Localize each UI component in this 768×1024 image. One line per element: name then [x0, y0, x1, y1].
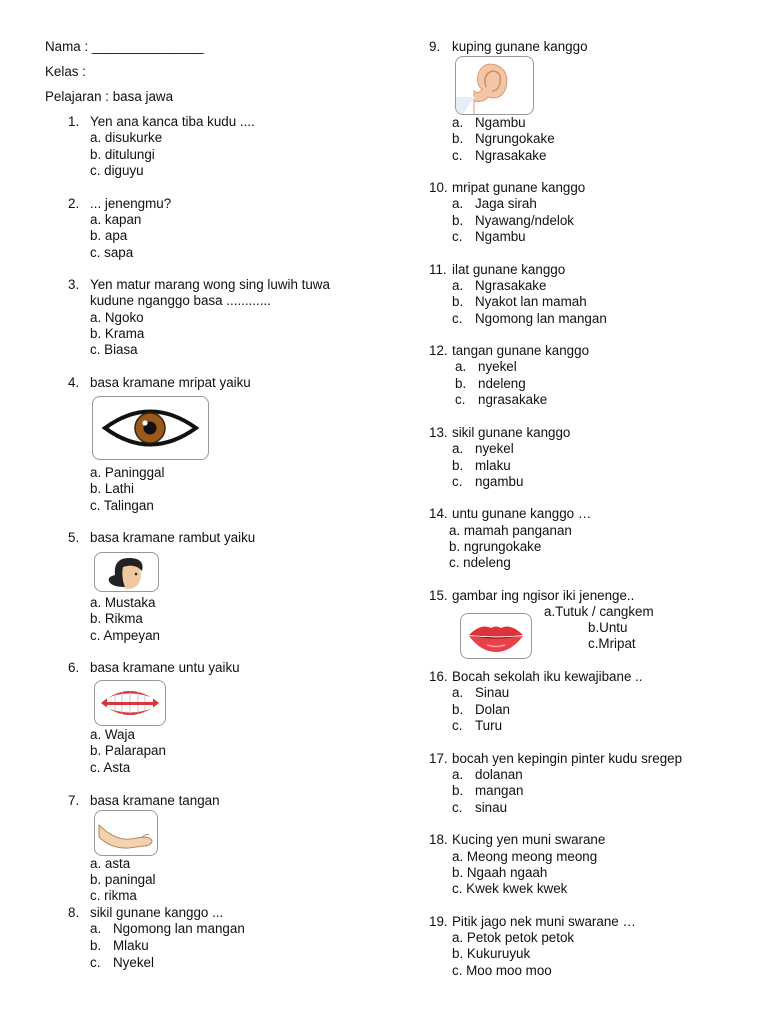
option: a. asta — [90, 856, 131, 871]
option: c. Moo moo moo — [452, 963, 552, 978]
question-number: 16. — [429, 669, 448, 684]
question-text: tangan gunane kanggo — [452, 343, 590, 358]
option: Ngrasakake — [475, 148, 547, 163]
question-number: 1. — [68, 114, 80, 129]
option-letter: a. — [452, 767, 464, 782]
option-letter: a. — [455, 359, 467, 374]
option-letter: b. — [455, 376, 467, 391]
option-letter: a. — [452, 196, 464, 211]
option: c. Talingan — [90, 498, 154, 513]
option: mlaku — [475, 458, 511, 473]
question-number: 19. — [429, 914, 448, 929]
option: b. Lathi — [90, 481, 134, 496]
question-text: sikil gunane kanggo — [452, 425, 571, 440]
option: c. Ampeyan — [90, 628, 160, 643]
question-text: gambar ing ngisor iki jenenge.. — [452, 588, 635, 603]
option-letter: b. — [90, 938, 102, 953]
option: Sinau — [475, 685, 510, 700]
option: c. Asta — [90, 760, 131, 775]
question-number: 7. — [68, 793, 80, 808]
option: b. apa — [90, 228, 128, 243]
option: c. Kwek kwek kwek — [452, 881, 568, 896]
option: Mlaku — [113, 938, 149, 953]
option: b. Rikma — [90, 611, 143, 626]
option: a. Petok petok petok — [452, 930, 575, 945]
question-number: 13. — [429, 425, 448, 440]
question-text: untu gunane kanggo … — [452, 506, 592, 521]
option-letter: c. — [452, 311, 463, 326]
option-letter: c. — [452, 148, 463, 163]
option: a. kapan — [90, 212, 142, 227]
option-letter: a. — [452, 441, 464, 456]
option: mangan — [475, 783, 524, 798]
question-number: 14. — [429, 506, 448, 521]
question-text: kuping gunane kanggo — [452, 39, 588, 54]
option: ngambu — [475, 474, 524, 489]
option: Ngrungokake — [475, 131, 555, 146]
option-letter: b. — [452, 213, 464, 228]
option: a. mamah panganan — [449, 523, 572, 538]
option-letter: c. — [452, 718, 463, 733]
question-number: 8. — [68, 905, 80, 920]
question-number: 18. — [429, 832, 448, 847]
option: c.Mripat — [588, 636, 636, 651]
option: a. Paninggal — [90, 465, 165, 480]
question-text: Yen ana kanca tiba kudu .... — [90, 114, 255, 129]
question-number: 12. — [429, 343, 448, 358]
ear-icon — [455, 56, 534, 115]
option: a. disukurke — [90, 130, 163, 145]
question-text: Bocah sekolah iku kewajibane .. — [452, 669, 643, 684]
lips-icon — [460, 613, 532, 659]
question-number: 11. — [429, 262, 447, 277]
option: sinau — [475, 800, 508, 815]
option: Ngrasakake — [475, 278, 547, 293]
question-number: 3. — [68, 277, 80, 292]
question-text: basa kramane mripat yaiku — [90, 375, 251, 390]
question-text: sikil gunane kanggo ... — [90, 905, 224, 920]
question-number: 2. — [68, 196, 80, 211]
question-text: Kucing yen muni swarane — [452, 832, 606, 847]
option: Jaga sirah — [475, 196, 537, 211]
question-number: 10. — [429, 180, 448, 195]
question-text: ilat gunane kanggo — [452, 262, 566, 277]
option: Ngomong lan mangan — [475, 311, 607, 326]
option-letter: b. — [452, 702, 464, 717]
question-text: Yen matur marang wong sing luwih tuwa — [90, 277, 330, 292]
question-text: basa kramane rambut yaiku — [90, 530, 256, 545]
option: nyekel — [475, 441, 514, 456]
option: Turu — [475, 718, 503, 733]
option: b. Kukuruyuk — [452, 946, 531, 961]
option-letter: b. — [452, 458, 464, 473]
option-letter: a. — [452, 115, 464, 130]
option: b. ngrungokake — [449, 539, 542, 554]
option: Dolan — [475, 702, 510, 717]
option-letter: b. — [452, 131, 464, 146]
question-text: mripat gunane kanggo — [452, 180, 586, 195]
option: Ngomong lan mangan — [113, 921, 245, 936]
option-letter: c. — [452, 800, 463, 815]
option: a.Tutuk / cangkem — [544, 604, 654, 619]
option: Ngambu — [475, 229, 526, 244]
option-letter: c. — [452, 474, 463, 489]
option: c. rikma — [90, 888, 137, 903]
question-text: bocah yen kepingin pinter kudu sregep — [452, 751, 683, 766]
question-number: 9. — [429, 39, 441, 54]
option-letter: c. — [90, 955, 101, 970]
option: c. sapa — [90, 245, 134, 260]
subject-label: Pelajaran : basa jawa — [45, 89, 174, 104]
option: b. Krama — [90, 326, 145, 341]
option-letter: a. — [452, 685, 464, 700]
option: a. Meong meong meong — [452, 849, 598, 864]
eye-icon — [92, 396, 209, 460]
hair-icon — [94, 552, 159, 592]
option: dolanan — [475, 767, 523, 782]
option: ngrasakake — [478, 392, 548, 407]
option: a. Waja — [90, 727, 135, 742]
option: nyekel — [478, 359, 517, 374]
question-text: ... jenengmu? — [90, 196, 172, 211]
question-number: 6. — [68, 660, 80, 675]
option: c. Biasa — [90, 342, 138, 357]
option: a. Ngoko — [90, 310, 144, 325]
option: a. Mustaka — [90, 595, 156, 610]
option: c. ndeleng — [449, 555, 511, 570]
option: b.Untu — [588, 620, 628, 635]
question-text: kudune nganggo basa ............ — [90, 293, 271, 308]
question-number: 4. — [68, 375, 80, 390]
option-letter: a. — [452, 278, 464, 293]
option-letter: c. — [455, 392, 466, 407]
option-letter: b. — [452, 294, 464, 309]
option: b. Ngaah ngaah — [452, 865, 548, 880]
option-letter: a. — [90, 921, 102, 936]
class-field-label: Kelas : — [45, 64, 86, 79]
option: c. diguyu — [90, 163, 144, 178]
question-number: 15. — [429, 588, 448, 603]
option-letter: b. — [452, 783, 464, 798]
option: Nyakot lan mamah — [475, 294, 587, 309]
question-number: 17. — [429, 751, 448, 766]
question-number: 5. — [68, 530, 80, 545]
option: b. paningal — [90, 872, 156, 887]
option: Ngambu — [475, 115, 526, 130]
option: Nyekel — [113, 955, 154, 970]
option: b. ditulungi — [90, 147, 155, 162]
option: Nyawang/ndelok — [475, 213, 575, 228]
option: b. Palarapan — [90, 743, 166, 758]
option-letter: c. — [452, 229, 463, 244]
hand-icon — [94, 810, 158, 856]
name-field-label: Nama : _______________ — [45, 39, 204, 54]
question-text: basa kramane untu yaiku — [90, 660, 240, 675]
teeth-icon — [94, 680, 166, 726]
question-text: basa kramane tangan — [90, 793, 220, 808]
question-text: Pitik jago nek muni swarane … — [452, 914, 636, 929]
option: ndeleng — [478, 376, 526, 391]
